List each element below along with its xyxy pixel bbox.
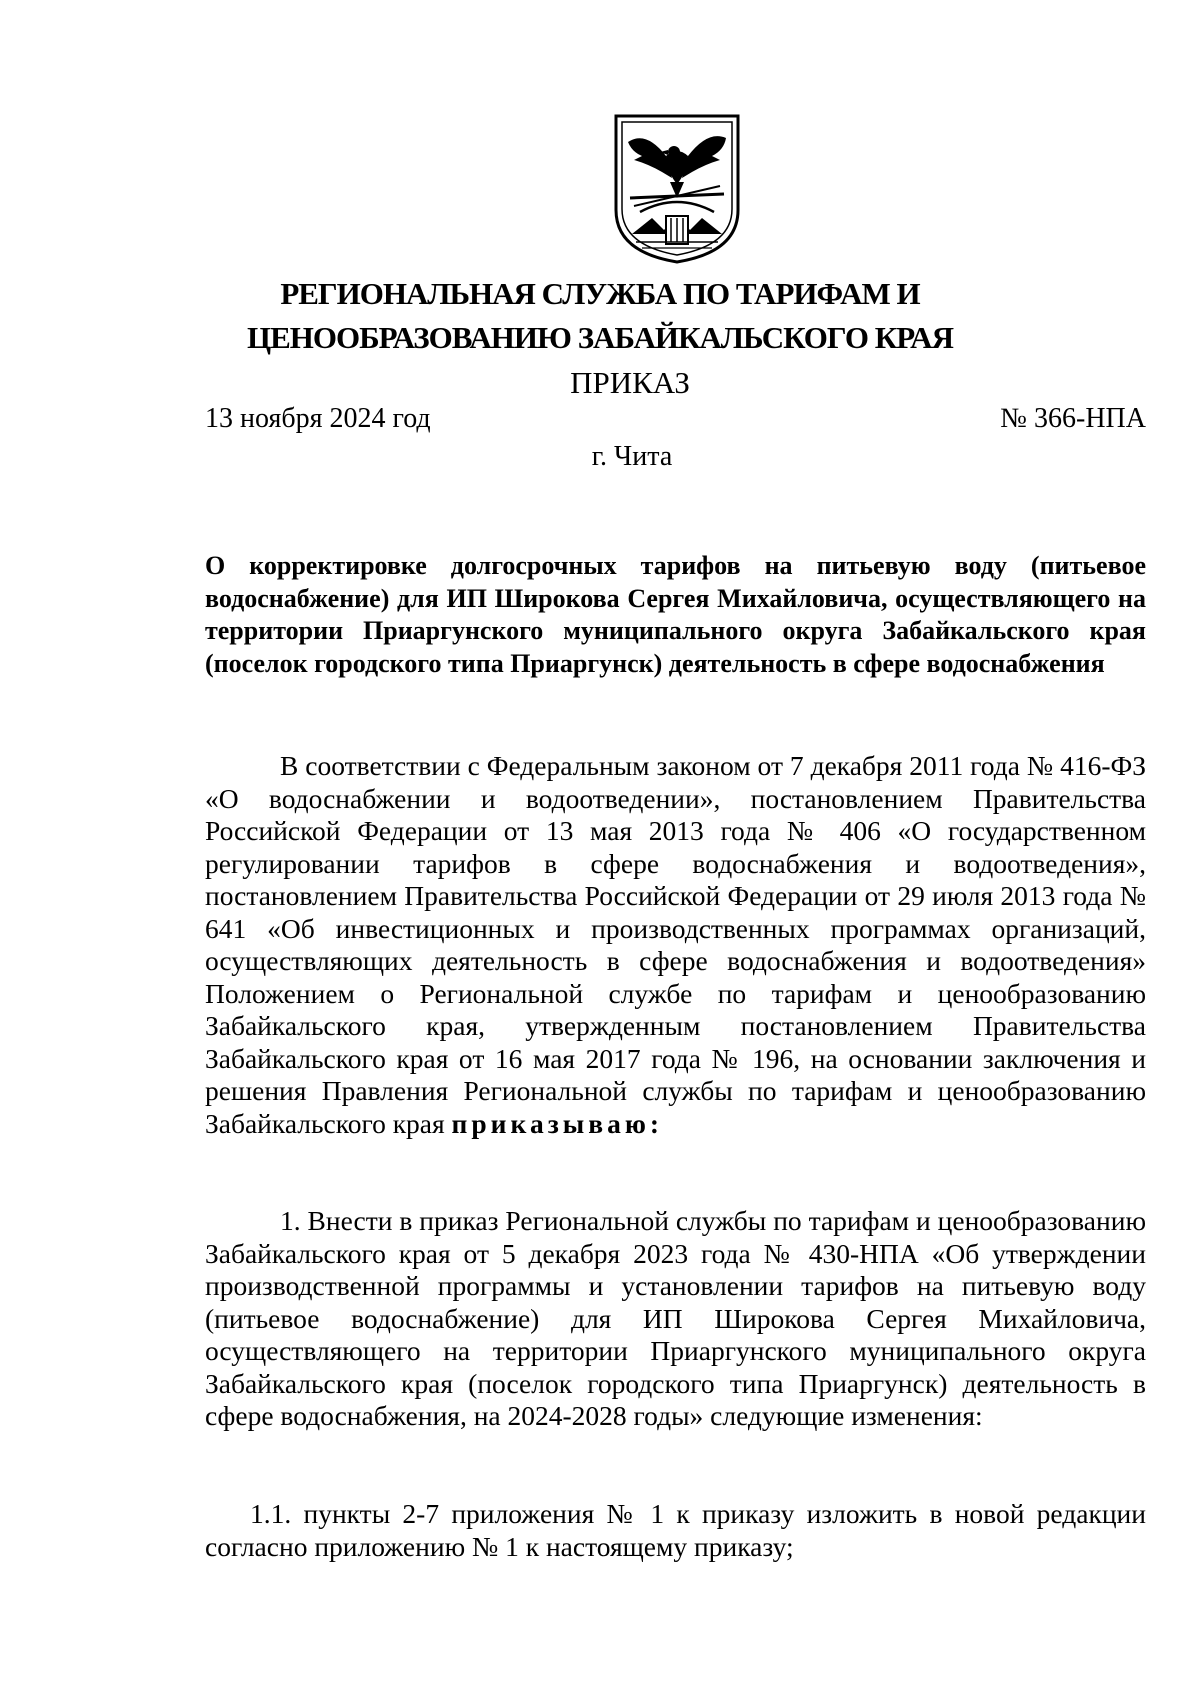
item-1-1-paragraph: 1.1. пункты 2-7 приложения № 1 к приказу изложить в новой редакции согласно приложению № 1 к настоящему приказу; bbox=[205, 1498, 1146, 1562]
preamble-paragraph bbox=[205, 750, 1146, 1140]
orders-word: приказываю: bbox=[451, 1107, 664, 1139]
organization-title bbox=[0, 272, 1200, 360]
order-number: № 366-НПА bbox=[1000, 403, 1146, 434]
order-city: г. Чита bbox=[591, 441, 673, 472]
coat-of-arms-icon bbox=[612, 112, 742, 264]
item-1-paragraph: 1. Внести в приказ Региональной службы по тарифам и ценообразованию Забайкальского края от 5 декабря 2023 года № 430-НПА «Об утверждении производственной программы и установлении тарифов на питьевую воду (питьевое водоснабжение) для ИП Широкова Сергея Михайловича, осуществляющего на территории Приаргунского муниципального округа Забайкальского края (поселок городского типа Приаргунск) деятельность в сфере водоснабжения, на 2024-2028 годы» следующие изменения: bbox=[205, 1205, 1146, 1431]
organization-title-line-1: РЕГИОНАЛЬНАЯ СЛУЖБА ПО ТАРИФАМ И bbox=[280, 276, 920, 311]
organization-title-line-2: ЦЕНООБРАЗОВАНИЮ ЗАБАЙКАЛЬСКОГО КРАЯ bbox=[247, 320, 953, 355]
order-date: 13 ноября 2024 год bbox=[205, 403, 431, 434]
order-subject: О корректировке долгосрочных тарифов на питьевую воду (питьевое водоснабжение) для ИП Широкова Сергея Михайловича, осуществляющего на территории Приаргунского муниципального округа Забайкальского края (поселок городского типа Приаргунск) деятельность в сфере водоснабжения bbox=[205, 551, 1146, 678]
preamble-text: В соответствии с Федеральным законом от 7 декабря 2011 года № 416-ФЗ «О водоснабжении и водоотведении», постановлением Правительства Российской Федерации от 13 мая 2013 года № 406 «О государственном регулировании тарифов в сфере водоснабжения и водоотведения», постановлением Правительства Российской Федерации от 29 июля 2013 года № 641 «Об инвестиционных и производственных программах организаций, осуществляющих деятельность в сфере водоснабжения и водоотведения» Положением о Региональной службе по тарифам и ценообразованию Забайкальского края, утвержденным постановлением Правительства Забайкальского края от 16 мая 2017 года № 196, на основании заключения и решения Правления Региональной службы по тарифам и ценообразованию Забайкальского края bbox=[205, 750, 1146, 1139]
document-type: ПРИКАЗ bbox=[570, 365, 690, 400]
